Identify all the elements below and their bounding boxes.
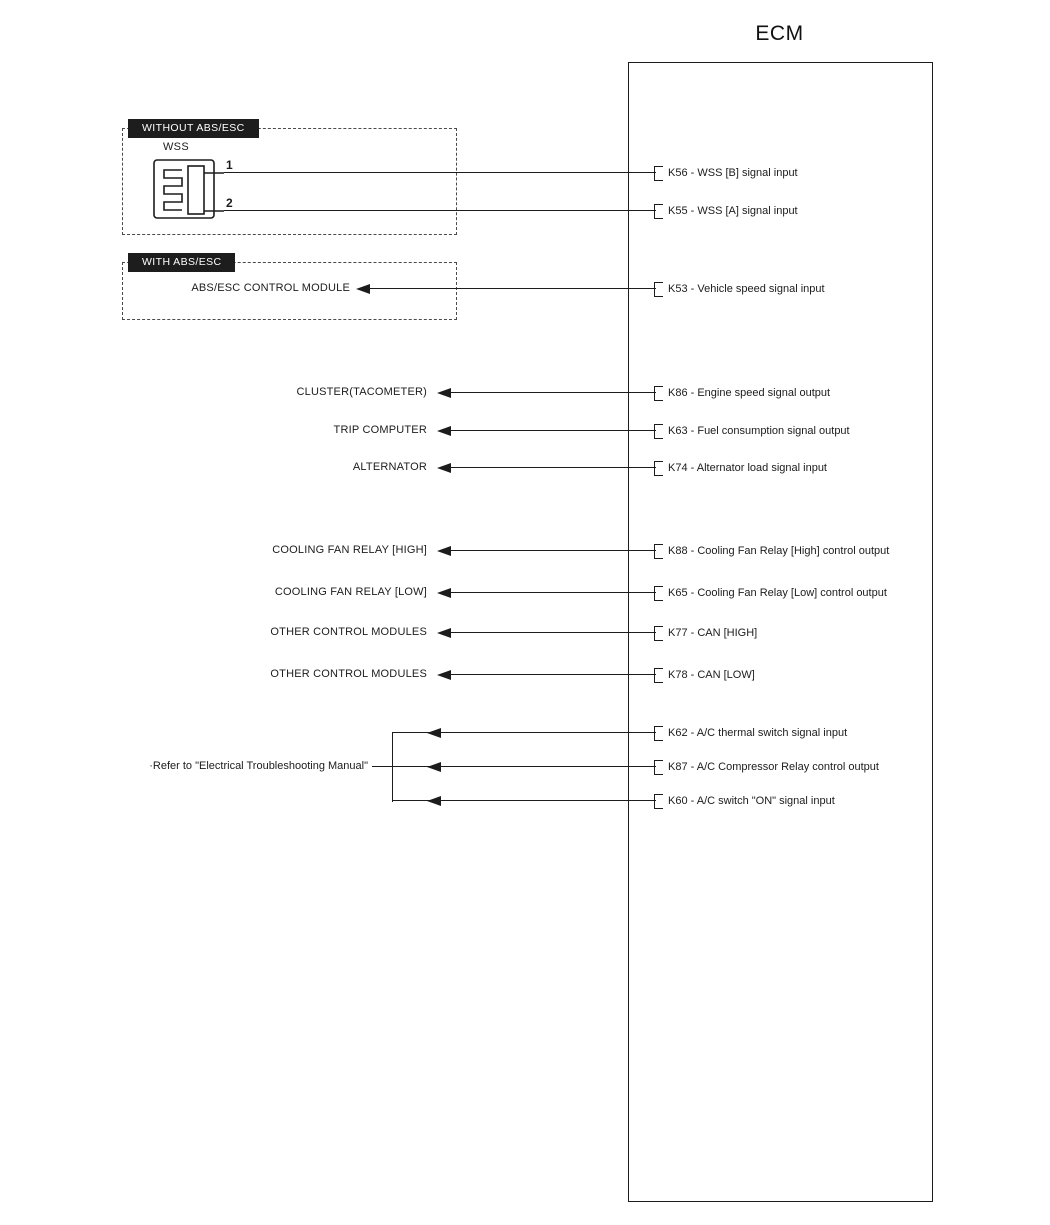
ecm-pin-k78 bbox=[654, 666, 755, 684]
wss-sensor-icon bbox=[152, 156, 224, 222]
wire-k86 bbox=[444, 392, 656, 393]
wire-k55 bbox=[224, 210, 656, 211]
arrowhead-left-icon bbox=[437, 426, 451, 436]
ecm-pin-k77 bbox=[654, 624, 757, 642]
arrowhead-left-icon bbox=[437, 546, 451, 556]
pin-label: K56 - WSS [B] signal input bbox=[668, 167, 798, 179]
wire-k77 bbox=[444, 632, 656, 633]
wire-k65 bbox=[444, 592, 656, 593]
wire-k78 bbox=[444, 674, 656, 675]
ecm-pin-k56 bbox=[654, 164, 798, 182]
pin-label: K87 - A/C Compressor Relay control output bbox=[668, 761, 879, 773]
arrowhead-left-icon bbox=[437, 388, 451, 398]
ecm-pin-k65 bbox=[654, 584, 887, 602]
ecm-pin-k74 bbox=[654, 459, 827, 477]
pin-connector-icon bbox=[654, 282, 663, 297]
pin-label: K88 - Cooling Fan Relay [High] control output bbox=[668, 545, 890, 557]
arrowhead-left-icon bbox=[427, 728, 441, 738]
wss-label: WSS bbox=[163, 141, 189, 153]
component-label-cluster: CLUSTER(TACOMETER) bbox=[296, 386, 427, 398]
wire-k74 bbox=[444, 467, 656, 468]
ecm-pin-k62 bbox=[654, 724, 847, 742]
pin-connector-icon bbox=[654, 386, 663, 401]
pin-connector-icon bbox=[654, 760, 663, 775]
pin-label: K74 - Alternator load signal input bbox=[668, 462, 827, 474]
pin-connector-icon bbox=[654, 586, 663, 601]
ecm-pin-k53 bbox=[654, 280, 825, 298]
pin-label: K53 - Vehicle speed signal input bbox=[668, 283, 825, 295]
abs-esc-module-label: ABS/ESC CONTROL MODULE bbox=[191, 282, 350, 294]
pin-connector-icon bbox=[654, 166, 663, 181]
arrowhead-left-icon bbox=[356, 284, 370, 294]
with-abs-tag: WITH ABS/ESC bbox=[128, 253, 235, 272]
component-label-fan-relay-high: COOLING FAN RELAY [HIGH] bbox=[272, 544, 427, 556]
pin-connector-icon bbox=[654, 794, 663, 809]
component-label-other-modules-1: OTHER CONTROL MODULES bbox=[270, 626, 427, 638]
pin-connector-icon bbox=[654, 204, 663, 219]
pin-label: K77 - CAN [HIGH] bbox=[668, 627, 758, 639]
wss-pin-1-number: 1 bbox=[226, 158, 233, 172]
arrowhead-left-icon bbox=[437, 588, 451, 598]
ecm-pin-k63 bbox=[654, 422, 850, 440]
arrowhead-left-icon bbox=[427, 762, 441, 772]
ecm-pin-k87 bbox=[654, 758, 879, 776]
pin-label: K55 - WSS [A] signal input bbox=[668, 205, 798, 217]
pin-label: K60 - A/C switch "ON" signal input bbox=[668, 795, 835, 807]
pin-label: K63 - Fuel consumption signal output bbox=[668, 425, 850, 437]
wire-k63 bbox=[444, 430, 656, 431]
arrowhead-left-icon bbox=[437, 628, 451, 638]
pin-label: K65 - Cooling Fan Relay [Low] control output bbox=[668, 587, 887, 599]
ecm-pin-k60 bbox=[654, 792, 835, 810]
pin-connector-icon bbox=[654, 626, 663, 641]
pin-label: K78 - CAN [LOW] bbox=[668, 669, 755, 681]
ecm-pin-k55 bbox=[654, 202, 798, 220]
ecm-pin-k86 bbox=[654, 384, 830, 402]
wire-k53 bbox=[362, 288, 656, 289]
component-label-fan-relay-low: COOLING FAN RELAY [LOW] bbox=[274, 586, 427, 598]
component-label-other-modules-2: OTHER CONTROL MODULES bbox=[270, 668, 427, 680]
ac-junction-bracket bbox=[392, 732, 393, 802]
arrowhead-left-icon bbox=[427, 796, 441, 806]
pin-label: K62 - A/C thermal switch signal input bbox=[668, 727, 848, 739]
without-abs-tag: WITHOUT ABS/ESC bbox=[128, 119, 259, 138]
component-label-trip-computer: TRIP COMPUTER bbox=[333, 424, 427, 436]
ecm-pin-k88 bbox=[654, 542, 889, 560]
pin-connector-icon bbox=[654, 726, 663, 741]
arrowhead-left-icon bbox=[437, 670, 451, 680]
ecm-title: ECM bbox=[755, 22, 804, 45]
pin-connector-icon bbox=[654, 544, 663, 559]
component-label-alternator: ALTERNATOR bbox=[352, 461, 427, 473]
wire-k87 bbox=[372, 766, 656, 767]
refer-note: ·Refer to "Electrical Troubleshooting Manual" bbox=[149, 760, 368, 772]
wire-k56 bbox=[224, 172, 656, 173]
pin-connector-icon bbox=[654, 424, 663, 439]
pin-connector-icon bbox=[654, 461, 663, 476]
wire-k88 bbox=[444, 550, 656, 551]
wss-pin-2-number: 2 bbox=[226, 196, 233, 210]
pin-label: K86 - Engine speed signal output bbox=[668, 387, 831, 399]
pin-connector-icon bbox=[654, 668, 663, 683]
arrowhead-left-icon bbox=[437, 463, 451, 473]
